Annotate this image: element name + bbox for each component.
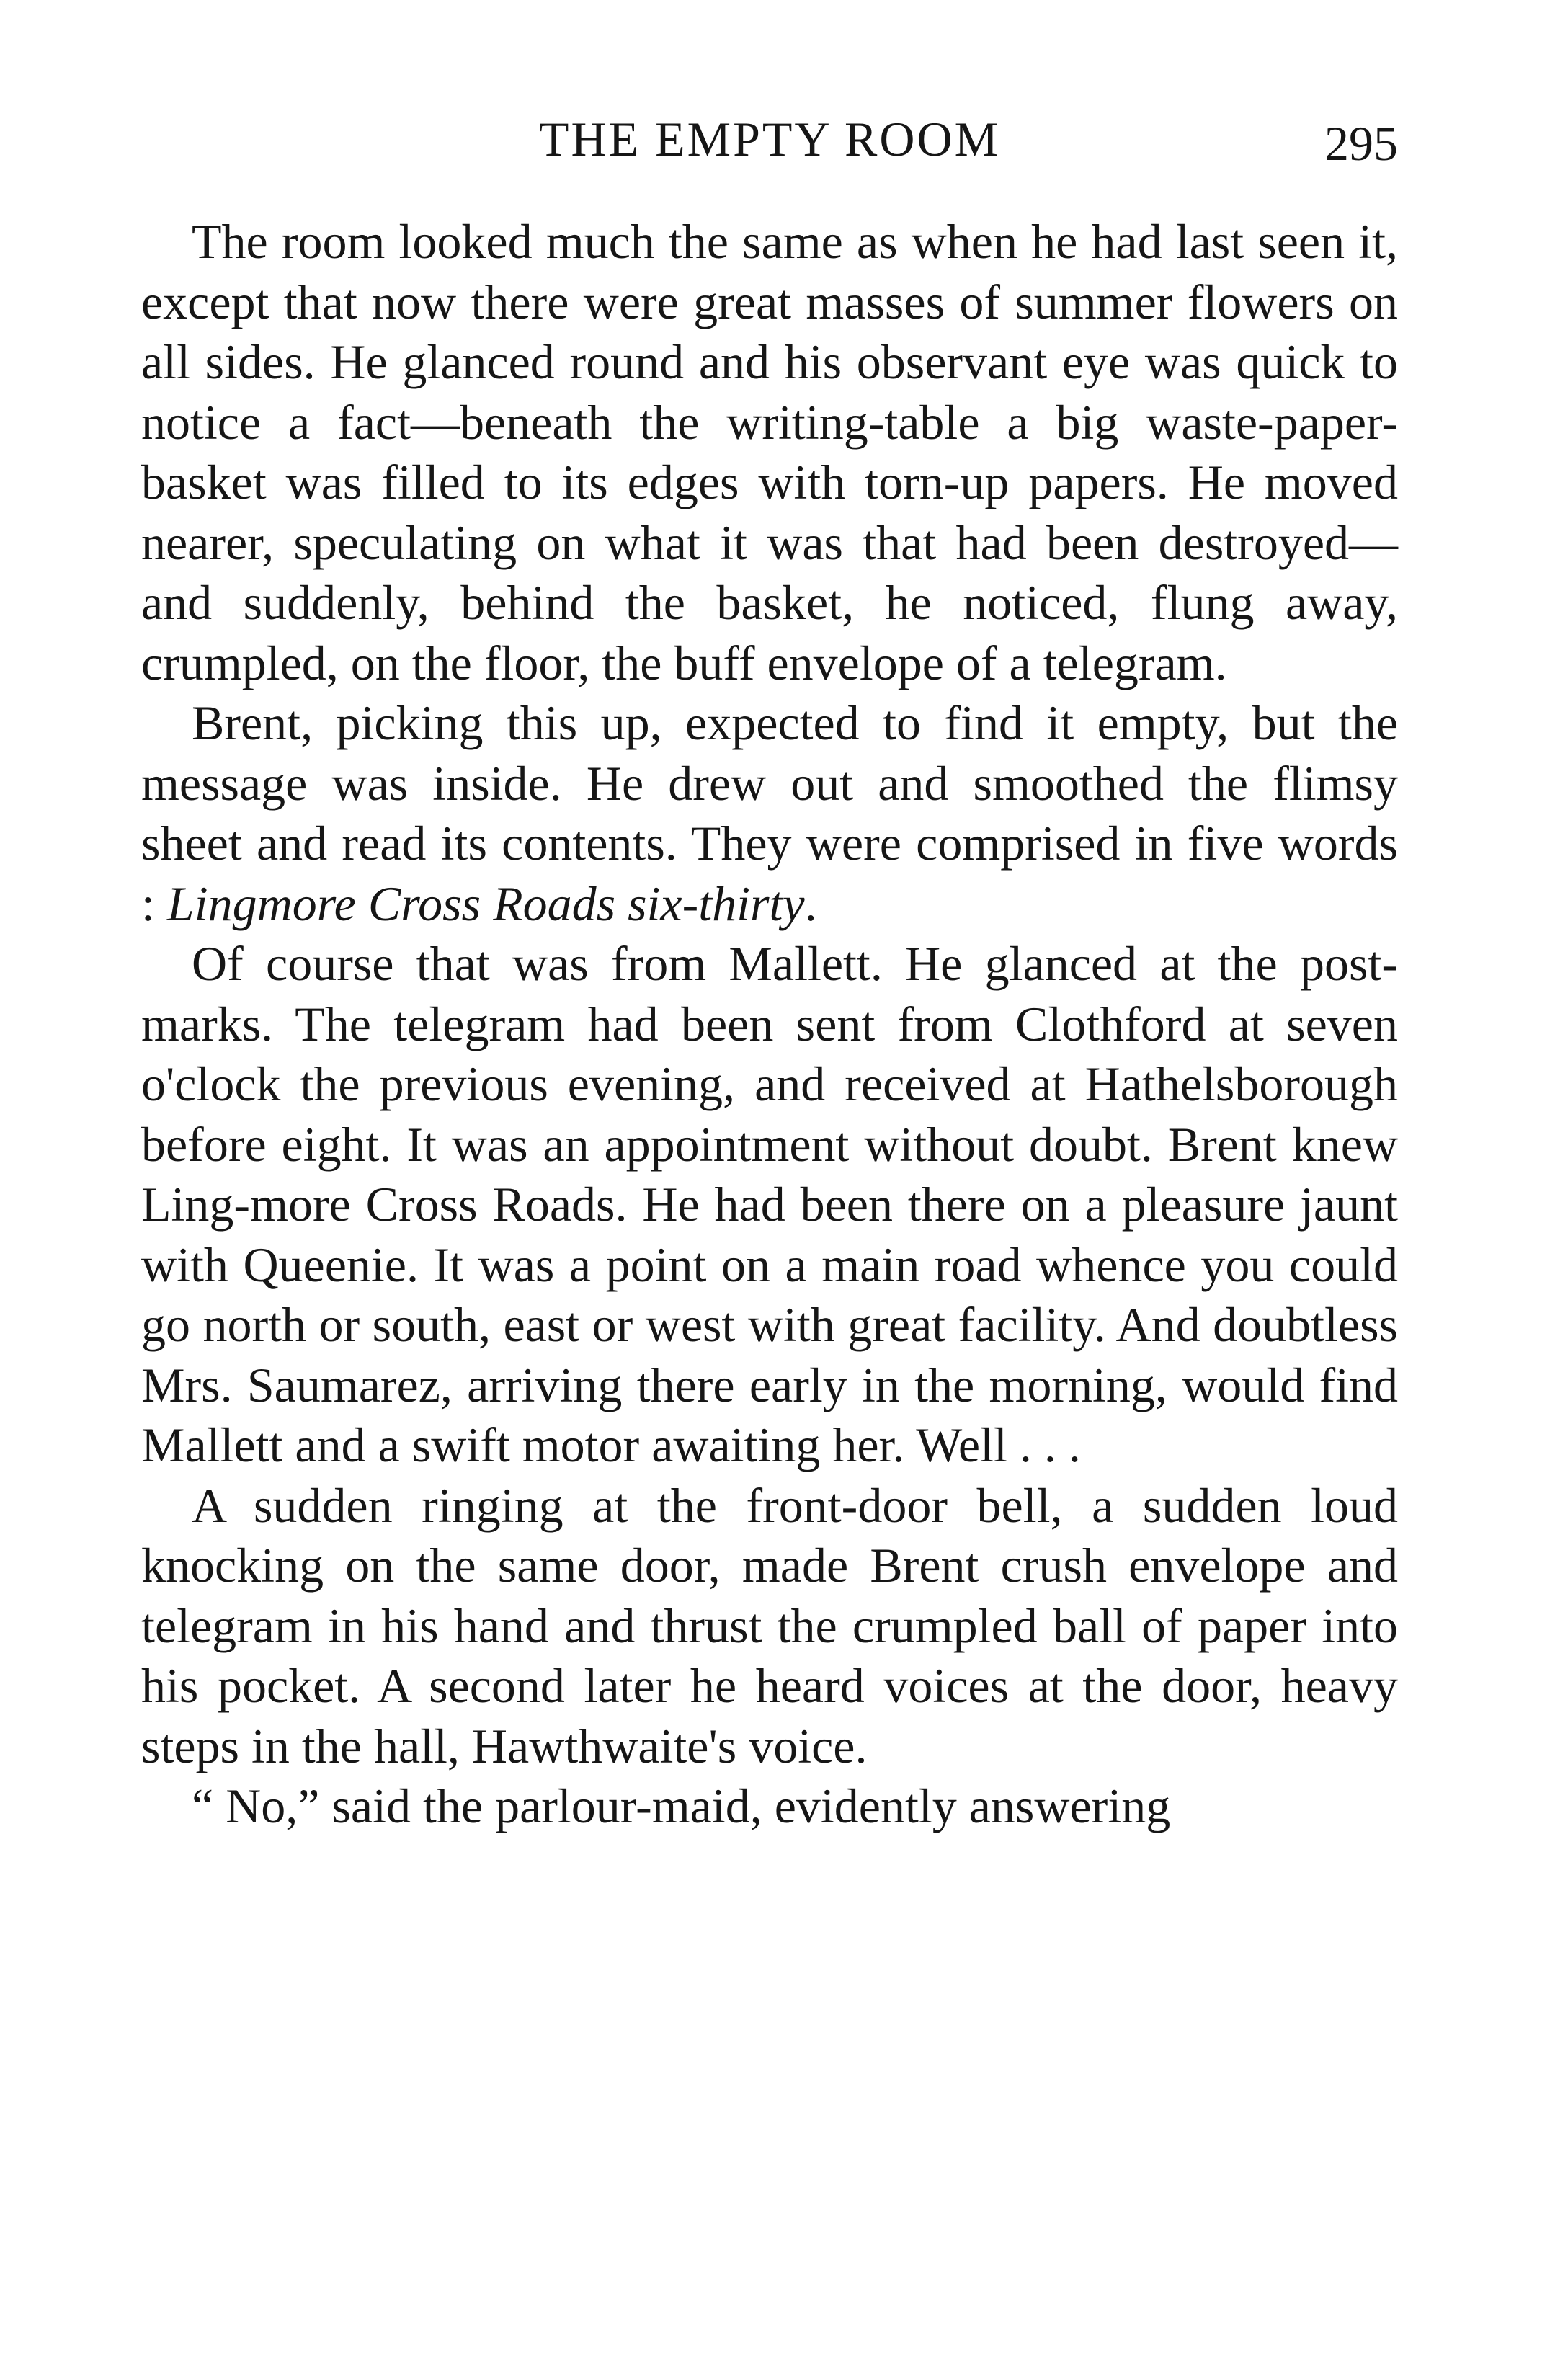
paragraph-2-end: . (804, 876, 817, 931)
running-title: THE EMPTY ROOM (538, 112, 1001, 166)
paragraph-4 (141, 1476, 1398, 1777)
paragraph-5 (141, 1776, 1398, 1837)
paragraph-1 (141, 212, 1398, 693)
running-head (141, 107, 1398, 172)
paragraph-1-text: The room looked much the same as when he had last seen it, except that now there were great masses of summer flowers on all sides. He glanced round and his observant eye was quick to notice a fact—beneath the writing-table a big waste-paper-basket was filled to its edges with torn-up papers. He moved nearer, speculating on what it was that had been destroyed—and suddenly, behind the basket, he noticed, flung away, crumpled, on the floor, the buff envelope of a telegram. (141, 214, 1398, 690)
paragraph-2-text: Brent, picking this up, expected to find it empty, but the message was inside. He drew out and smoothed the flimsy sheet and read its contents. They were comprised in five words : (141, 695, 1398, 931)
body-text (141, 212, 1398, 1837)
paragraph-4-text: A sudden ringing at the front-door bell, a sudden loud knocking on the same door, made Brent crush envelope and telegram in his hand and thrust the crumpled ball of paper into his pocket. A second later he heard voices at the door, heavy steps in the hall, Hawthwaite's voice. (141, 1477, 1398, 1773)
telegram-message: Lingmore Cross Roads six-thirty (166, 876, 805, 931)
page-number: 295 (1324, 116, 1398, 171)
paragraph-3-text: Of course that was from Mallett. He glanced at the post-marks. The telegram had been sent from Clothford at seven o'clock the previous evening, and received at Hathelsborough before eight. It was an appointment without doubt. Brent knew Ling-more Cross Roads. He had been there on a pleasure jaunt with Queenie. It was a point on a main road whence you could go north or south, east or west with great facility. And doubtless Mrs. Saumarez, arriving there early in the morning, would find Mallett and a swift motor awaiting her. Well . . . (141, 936, 1398, 1472)
paragraph-3 (141, 934, 1398, 1476)
paragraph-2 (141, 693, 1398, 934)
paragraph-5-text: “ No,” said the parlour-maid, evidently answering (192, 1779, 1171, 1833)
